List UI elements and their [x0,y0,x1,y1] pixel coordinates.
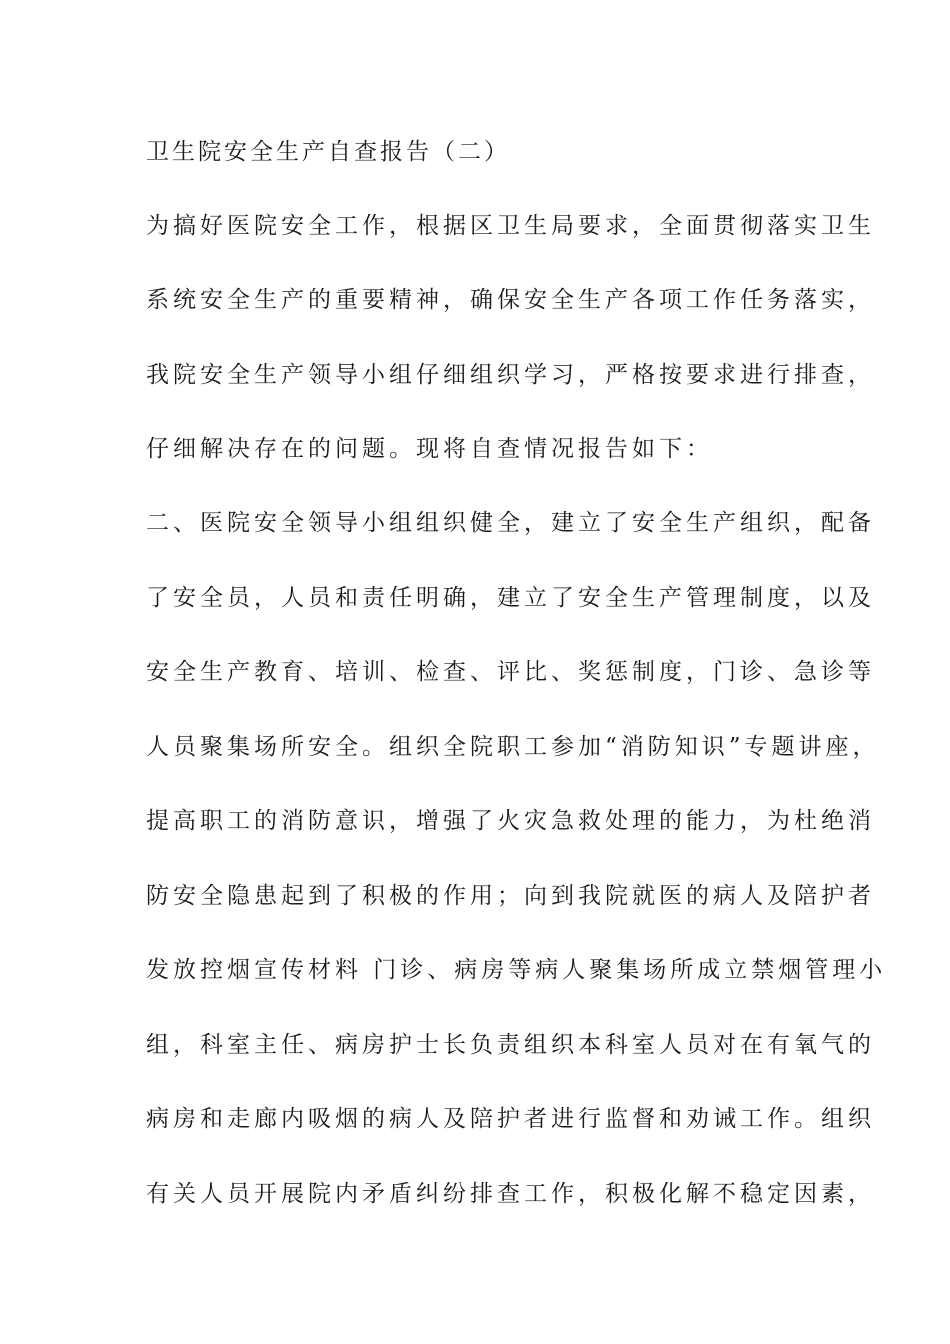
paragraph-line: 发放控烟宣传材料 门诊、病房等病人聚集场所成立禁烟管理小 [146,957,887,983]
paragraph-line: 了安全员，人员和责任明确，建立了安全生产管理制度，以及 [146,585,875,611]
paragraph-line: 系统安全生产的重要精神，确保安全生产各项工作任务落实， [146,287,875,313]
paragraph-line: 安全生产教育、培训、检查、评比、奖惩制度，门诊、急诊等 [146,659,875,685]
paragraph-line: 组，科室主任、病房护士长负责组织本科室人员对在有氧气的 [146,1032,875,1058]
paragraph-line: 病房和走廊内吸烟的病人及陪护者进行监督和劝诫工作。组织 [146,1106,875,1132]
paragraph-line: 我院安全生产领导小组仔细组织学习，严格按要求进行排查， [146,362,875,388]
paragraph-line: 为搞好医院安全工作，根据区卫生局要求，全面贯彻落实卫生 [146,213,875,239]
paragraph-line: 人员聚集场所安全。组织全院职工参加“消防知识”专题讲座， [146,734,880,760]
paragraph-line: 防安全隐患起到了积极的作用；向到我院就医的病人及陪护者 [146,883,875,909]
paragraph-line: 提高职工的消防意识，增强了火灾急救处理的能力，为杜绝消 [146,808,875,834]
paragraph-line: 仔细解决存在的问题。现将自查情况报告如下： [146,436,713,462]
paragraph-line: 二、医院安全领导小组组织健全，建立了安全生产组织，配备 [146,510,875,536]
paragraph-line: 有关人员开展院内矛盾纠纷排查工作，积极化解不稳定因素， [146,1181,875,1207]
document-title: 卫生院安全生产自查报告（二） [146,139,510,165]
